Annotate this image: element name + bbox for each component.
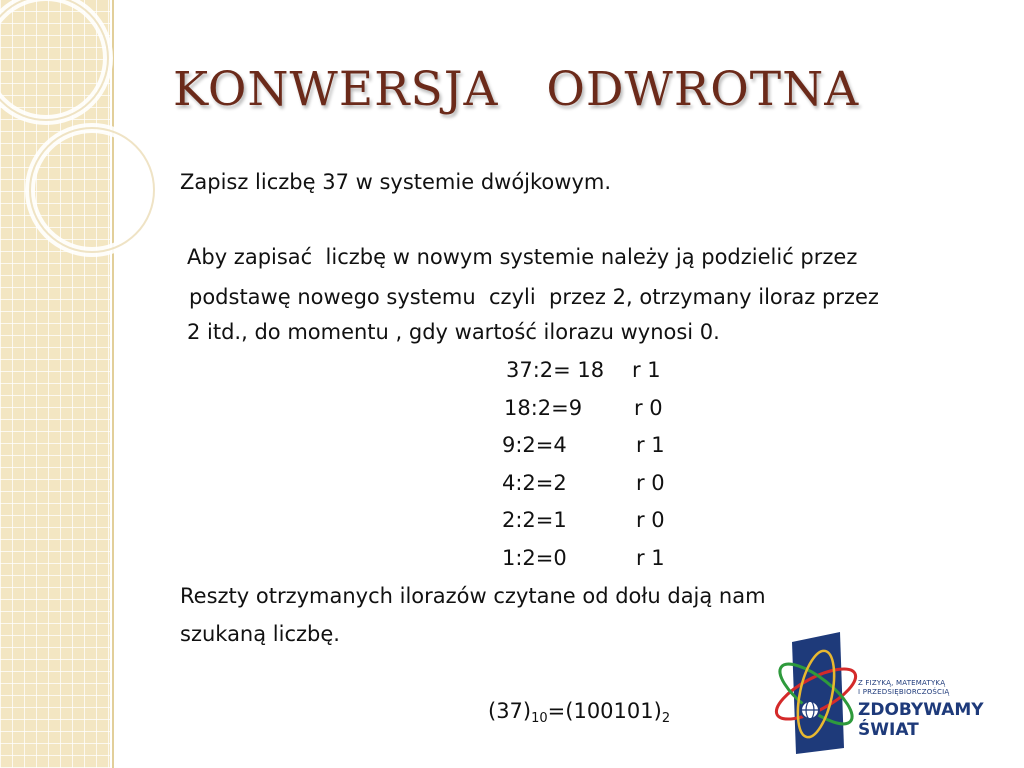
logo-line: I PRZEDSIĘBIORCZOŚCIĄ <box>858 688 950 696</box>
decorative-rings <box>0 0 200 260</box>
conversion-formula <box>488 699 670 726</box>
division-operation: 9:2=4 <box>502 433 567 457</box>
division-operation: 4:2=2 <box>502 471 567 495</box>
explanation-line: 2 itd., do momentu , gdy wartość ilorazu wynosi 0. <box>187 320 720 344</box>
logo-line: ZDOBYWAMY <box>858 700 984 720</box>
division-remainder: r 1 <box>636 546 665 570</box>
task-text: Zapisz liczbę 37 w systemie dwójkowym. <box>180 170 612 194</box>
division-operation: 2:2=1 <box>502 508 567 532</box>
division-remainder: r 1 <box>636 433 665 457</box>
slide-title: KONWERSJA ODWROTNA <box>173 62 860 117</box>
formula-binary-base: 2 <box>661 711 671 726</box>
conclusion-line: szukaną liczbę. <box>180 622 340 646</box>
logo-line: Z FIZYKĄ, MATEMATYKĄ <box>858 679 946 687</box>
explanation-line: podstawę nowego systemu czyli przez 2, otrzymany iloraz przez <box>189 285 879 309</box>
explanation-line: Aby zapisać liczbę w nowym systemie należy ją podzielić przez <box>187 245 858 269</box>
division-remainder: r 1 <box>632 358 661 382</box>
formula-decimal-base: 10 <box>531 711 548 726</box>
division-remainder: r 0 <box>636 471 665 495</box>
formula-equals: = <box>547 699 566 723</box>
division-remainder: r 0 <box>636 508 665 532</box>
division-operation: 18:2=9 <box>504 396 583 420</box>
division-operation: 1:2=0 <box>502 546 567 570</box>
division-operation: 37:2= 18 <box>506 358 605 382</box>
logo-line: ŚWIAT <box>858 720 919 740</box>
formula-binary: (100101) <box>565 699 662 723</box>
formula-decimal: (37) <box>488 699 532 723</box>
division-remainder: r 0 <box>634 396 663 420</box>
conclusion-line: Reszty otrzymanych ilorazów czytane od dołu dają nam <box>180 584 766 608</box>
